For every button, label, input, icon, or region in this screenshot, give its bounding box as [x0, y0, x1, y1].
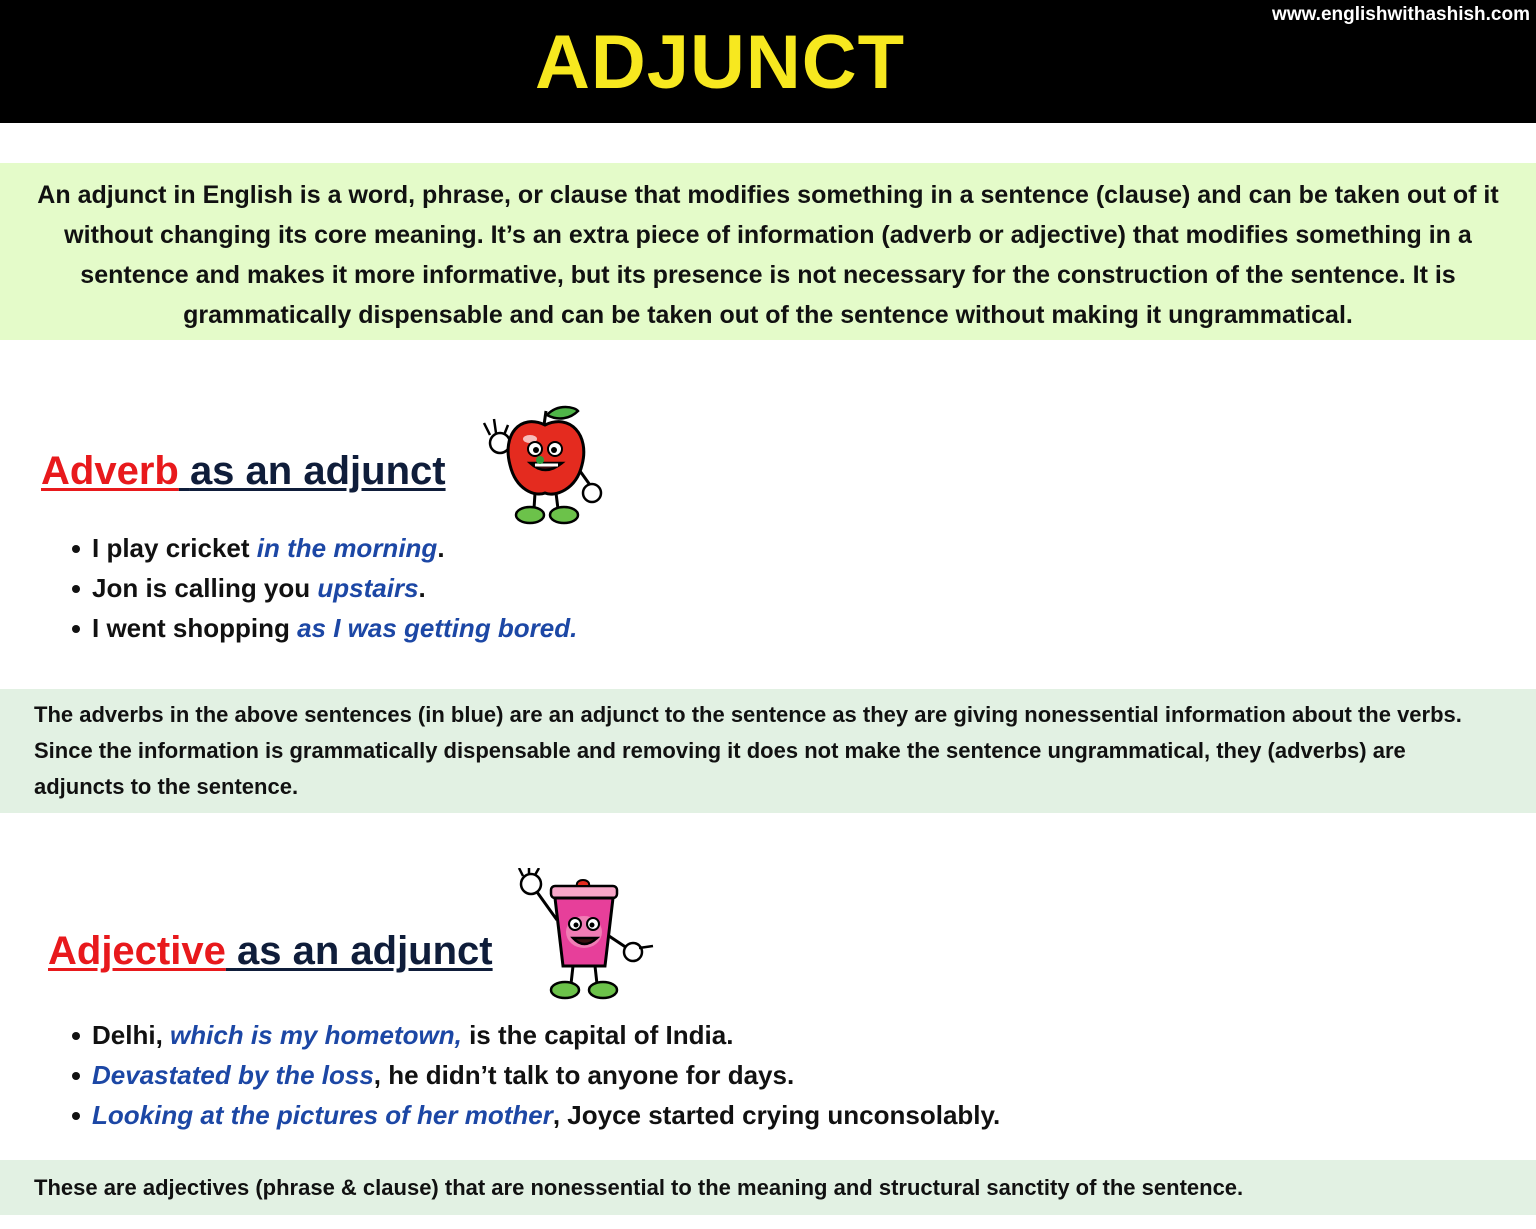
header-bar [0, 0, 1536, 123]
adjective-section-heading [48, 926, 493, 976]
intro-definition: An adjunct in English is a word, phrase, or clause that modifies something in a sentence (clause) and can be taken out of it without changing its core meaning. It’s an extra piece of information (adverb or adjective) that modifies something in a sentence and makes it more informative, but its presence is not necessary for the construction of the sentence. It is grammatically dispensable and can be taken out of the sentence without making it ungrammatical. [0, 163, 1536, 340]
list-item: Delhi, which is my hometown, is the capital of India. [92, 1015, 1000, 1055]
yogurt-cup-mascot-icon [515, 868, 655, 1003]
list-item: Looking at the pictures of her mother, Joyce started crying unconsolably. [92, 1095, 1000, 1135]
adjective-explanation-note: These are adjectives (phrase & clause) that are nonessential to the meaning and structural sanctity of the sentence. [0, 1160, 1536, 1215]
heading-rest: as an adjunct [189, 449, 446, 493]
adverb-section-heading [41, 446, 446, 496]
list-item: Devastated by the loss, he didn’t talk to anyone for days. [92, 1055, 1000, 1095]
list-item: Jon is calling you upstairs. [92, 568, 577, 608]
heading-rest: as an adjunct [236, 929, 493, 973]
adjective-examples-list [68, 1015, 1000, 1135]
heading-keyword: Adjective [48, 929, 226, 973]
page-title: ADJUNCT [534, 20, 906, 105]
list-item: I play cricket in the morning. [92, 528, 577, 568]
heading-keyword: Adverb [41, 449, 179, 493]
adverb-examples-list [68, 528, 577, 648]
site-url[interactable]: www.englishwithashish.com [1272, 4, 1530, 25]
apple-mascot-icon [480, 405, 610, 530]
list-item: I went shopping as I was getting bored. [92, 608, 577, 648]
adverb-explanation-note: The adverbs in the above sentences (in blue) are an adjunct to the sentence as they are giving nonessential information about the verbs. Since the information is grammatically dispensable and removing it does not make the sentence ungrammatical, they (adverbs) are adjuncts to the sentence. [0, 689, 1536, 813]
